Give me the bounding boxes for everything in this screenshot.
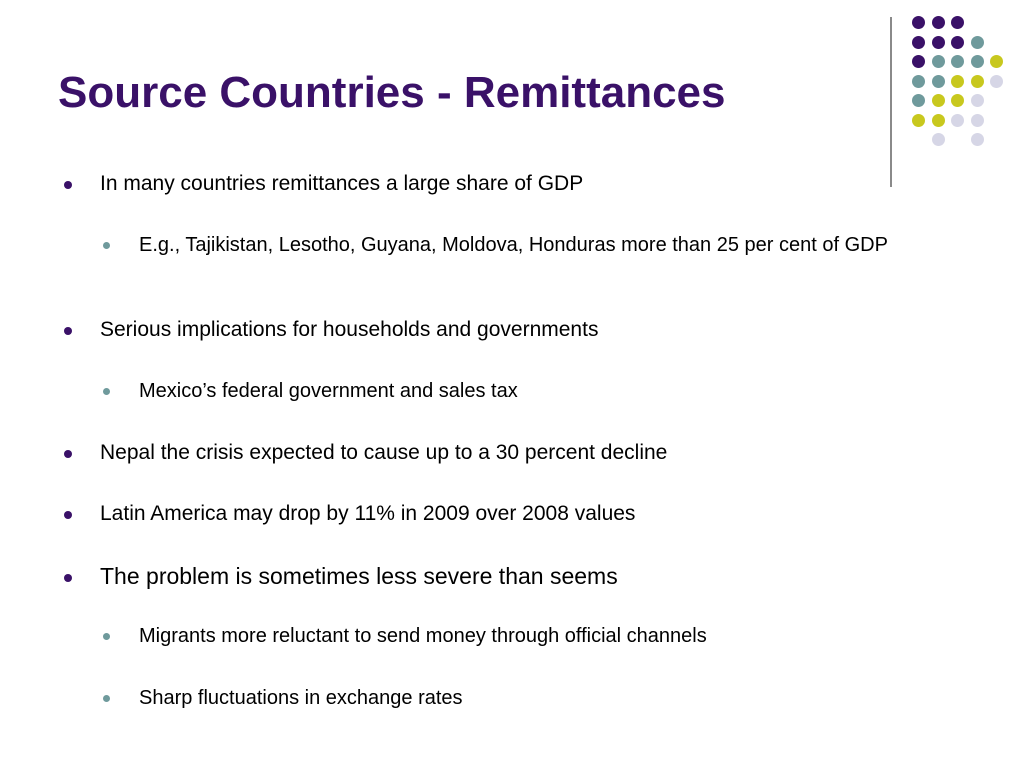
bullet-dot-icon: [64, 181, 72, 189]
sub-bullet-dot-icon: [103, 388, 110, 395]
bullet-text: Serious implications for households and governments: [100, 318, 599, 341]
sub-bullet-text: E.g., Tajikistan, Lesotho, Guyana, Moldova, Honduras more than 25 per cent of GDP: [139, 234, 888, 256]
bullet-text: Latin America may drop by 11% in 2009 over 2008 values: [100, 502, 636, 525]
slide-title: Source Countries - Remittances: [58, 68, 726, 117]
bullet-dot-icon: [64, 511, 72, 519]
sub-bullet-text: Sharp fluctuations in exchange rates: [139, 687, 463, 709]
sub-bullet-dot-icon: [103, 242, 110, 249]
sub-bullet-dot-icon: [103, 695, 110, 702]
sub-bullet-text: Migrants more reluctant to send money through official channels: [139, 625, 707, 647]
bullet-dot-icon: [64, 327, 72, 335]
sub-bullet-dot-icon: [103, 633, 110, 640]
bullet-text: Nepal the crisis expected to cause up to a 30 percent decline: [100, 441, 668, 464]
bullet-dot-icon: [64, 574, 72, 582]
bullet-dot-icon: [64, 450, 72, 458]
bullet-text: In many countries remittances a large share of GDP: [100, 172, 584, 195]
bullet-text: The problem is sometimes less severe than seems: [100, 563, 618, 589]
sub-bullet-text: Mexico’s federal government and sales tax: [139, 380, 518, 402]
